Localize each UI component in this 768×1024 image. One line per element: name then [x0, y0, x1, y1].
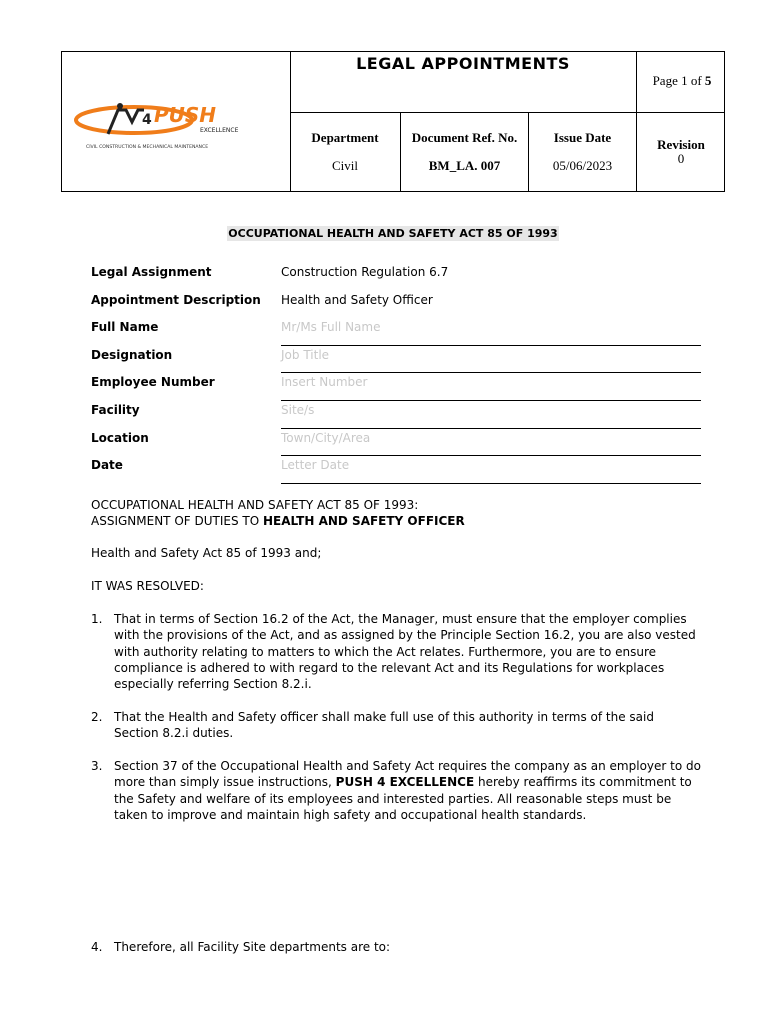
list-number: 3. [91, 759, 103, 774]
field-label: Date [91, 458, 123, 473]
revision-value: 0 [677, 151, 685, 166]
field-underline [281, 483, 701, 484]
employee-number-input[interactable]: Insert Number [281, 375, 368, 390]
logo-excellence-text: EXCELLENCE [200, 127, 239, 134]
field-label: Legal Assignment [91, 265, 212, 279]
field-label: Designation [91, 347, 173, 362]
field-label: Appointment Description [91, 292, 261, 307]
list-text: That in terms of Section 16.2 of the Act, the Manager, must ensure that the employer complies with the provisions of the Act, and as assigned by the Principle Section 16.2, you are also vested with authority relating to matters to which the Act relates. Furthermore, you are to ensure compliance is adhered to with regard to the relevant Act and its Regulations for workplaces especially referring Section 8.2.i. [114, 612, 696, 692]
logo-push-text: PUSH [154, 103, 217, 127]
revision-label: Revision [657, 137, 705, 152]
heading-line-2 [91, 513, 701, 529]
heading-bold: HEALTH AND SAFETY OFFICER [262, 514, 465, 529]
list-text: That the Health and Safety officer shall make full use of this authority in terms of the said Section 8.2.i duties. [114, 709, 654, 741]
field-facility[interactable] [91, 401, 701, 429]
field-label: Employee Number [91, 375, 215, 390]
list-number: 4. [91, 940, 103, 954]
doc-ref-label: Document Ref. No. [411, 130, 518, 145]
table-divider [528, 112, 529, 191]
list-item [91, 758, 701, 823]
department-label: Department [311, 130, 379, 145]
act-title [0, 227, 768, 240]
appointment-fields [91, 263, 701, 484]
date-input[interactable]: Letter Date [281, 458, 350, 473]
list-number: 1. [91, 612, 103, 626]
issue-date-label: Issue Date [553, 130, 612, 145]
document-title: LEGAL APPOINTMENTS [356, 54, 570, 73]
location-input[interactable]: Town/City/Area [281, 430, 371, 445]
list-text: Therefore, all Facility Site departments are to: [114, 940, 391, 954]
field-label: Location [91, 430, 149, 445]
list-text: hereby reaffirms its commitment to the Safety and welfare of its employees and interested parties. All reasonable steps must be taken to improve and maintain high safety and occupational health standards. [114, 775, 692, 822]
issue-date-value: 05/06/2023 [552, 158, 613, 173]
intro-paragraph: Health and Safety Act 85 of 1993 and; [91, 546, 322, 560]
field-full-name[interactable] [91, 318, 701, 346]
act-title-text: OCCUPATIONAL HEALTH AND SAFETY ACT 85 OF 1993 [228, 227, 558, 240]
field-legal-assignment [91, 263, 701, 291]
resolved-paragraph: IT WAS RESOLVED: [91, 579, 204, 593]
heading-line-1: OCCUPATIONAL HEALTH AND SAFETY ACT 85 OF 1993: [91, 498, 419, 512]
field-appointment-description [91, 291, 701, 319]
doc-ref-value: BM_LA. 007 [428, 158, 501, 173]
facility-input[interactable]: Site/s [281, 402, 315, 417]
page-number [638, 73, 726, 89]
table-divider [400, 112, 401, 191]
heading-prefix: ASSIGNMENT OF DUTIES TO [91, 514, 263, 529]
field-date[interactable] [91, 456, 701, 484]
field-designation[interactable] [91, 346, 701, 374]
table-divider [290, 112, 636, 113]
list-text: Section 37 of the Occupational Health and Safety Act requires the company as an employer to do more than simply issue instructions, [114, 759, 701, 790]
list-item [91, 611, 701, 692]
assignment-heading [91, 497, 701, 530]
resolution-list-continued [91, 939, 701, 972]
logo-tagline-text: CIVIL CONSTRUCTION & MECHANICAL MAINTENANCE [86, 145, 209, 150]
field-label: Full Name [91, 320, 159, 335]
full-name-input[interactable]: Mr/Ms Full Name [281, 320, 381, 335]
table-divider [636, 52, 637, 191]
page-prefix: Page 1 of [652, 73, 705, 88]
department-value: Civil [331, 158, 358, 173]
field-value: Construction Regulation 6.7 [281, 265, 449, 279]
list-item [91, 939, 701, 955]
list-number: 2. [91, 709, 103, 724]
page-total: 5 [704, 73, 712, 88]
field-label: Facility [91, 402, 140, 417]
list-item [91, 709, 701, 742]
company-name: PUSH 4 EXCELLENCE [335, 775, 475, 790]
designation-input[interactable]: Job Title [281, 347, 330, 362]
resolution-list [91, 611, 701, 840]
company-logo [72, 102, 272, 152]
table-divider [636, 112, 724, 113]
field-employee-number[interactable] [91, 373, 701, 401]
field-location[interactable] [91, 429, 701, 457]
field-value: Health and Safety Officer [281, 292, 433, 307]
logo-number-text: 4 [142, 112, 152, 128]
document-header-table [61, 51, 725, 192]
